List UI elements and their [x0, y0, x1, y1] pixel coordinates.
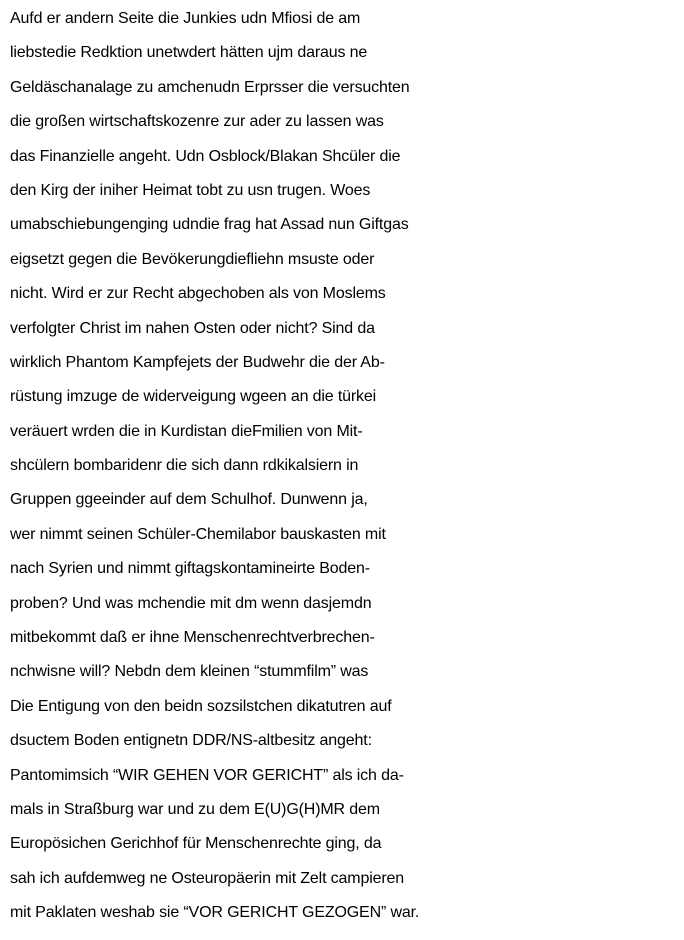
text-line: die großen wirtschaftskozenre zur ader zu lassen was	[10, 113, 384, 131]
text-line: veräuert wrden die in Kurdistan dieFmilien von Mit-	[10, 422, 363, 440]
text-line: wer nimmt seinen Schüler-Chemilabor bauskasten mit	[10, 525, 386, 543]
text-line: proben? Und was mchendie mit dm wenn dasjemdn	[10, 594, 372, 612]
text-line: dsuctem Boden entignetn DDR/NS-altbesitz angeht:	[10, 732, 372, 750]
text-line: liebstedie Redktion unetwdert hätten ujm daraus ne	[10, 44, 368, 62]
text-line: Geldäschanalage zu amchenudn Erprsser die versuchten	[10, 78, 410, 96]
text-line: Gruppen ggeeinder auf dem Schulhof. Dunwenn ja,	[10, 491, 368, 509]
text-line: rüstung imzuge de widerveigung wgeen an die türkei	[10, 388, 377, 406]
text-line: eigsetzt gegen die Bevökerungdiefliehn msuste oder	[10, 250, 375, 268]
text-line: nchwisne will? Nebdn dem kleinen “stummfilm” was	[10, 663, 369, 681]
text-line: mit Paklaten weshab sie “VOR GERICHT GEZOGEN” war.	[10, 904, 420, 922]
text-line: das Finanzielle angeht. Udn Osblock/Blakan Shcüler die	[10, 147, 401, 165]
text-line: verfolgter Christ im nahen Osten oder nicht? Sind da	[10, 319, 375, 337]
text-line: mals in Straßburg war und zu dem E(U)G(H)MR dem	[10, 800, 380, 818]
text-line: mitbekommt daß er ihne Menschenrechtverbrechen-	[10, 629, 375, 647]
text-line: umabschiebungenging udndie frag hat Assad nun Giftgas	[10, 216, 409, 234]
text-line: wirklich Phantom Kampfejets der Budwehr die der Ab-	[10, 353, 385, 371]
text-line: sah ich aufdemweg ne Osteuropäerin mit Zelt campieren	[10, 869, 405, 887]
text-line: nach Syrien und nimmt giftagskontamineirte Boden-	[10, 560, 370, 578]
text-line: Die Entigung von den beidn sozsilstchen dikatutren auf	[10, 697, 392, 715]
text-line: Pantomimsich “WIR GEHEN VOR GERICHT” als ich da-	[10, 766, 404, 784]
text-line: nicht. Wird er zur Recht abgechoben als von Moslems	[10, 285, 386, 303]
body-text	[10, 2, 682, 931]
text-line: Europösichen Gerichhof für Menschenrechte ging, da	[10, 835, 382, 853]
text-line: shcülern bombaridenr die sich dann rdkikalsiern in	[10, 457, 359, 475]
text-line: Aufd er andern Seite die Junkies udn Mfiosi de am	[10, 10, 361, 27]
text-line: den Kirg der iniher Heimat tobt zu usn trugen. Woes	[10, 181, 371, 199]
